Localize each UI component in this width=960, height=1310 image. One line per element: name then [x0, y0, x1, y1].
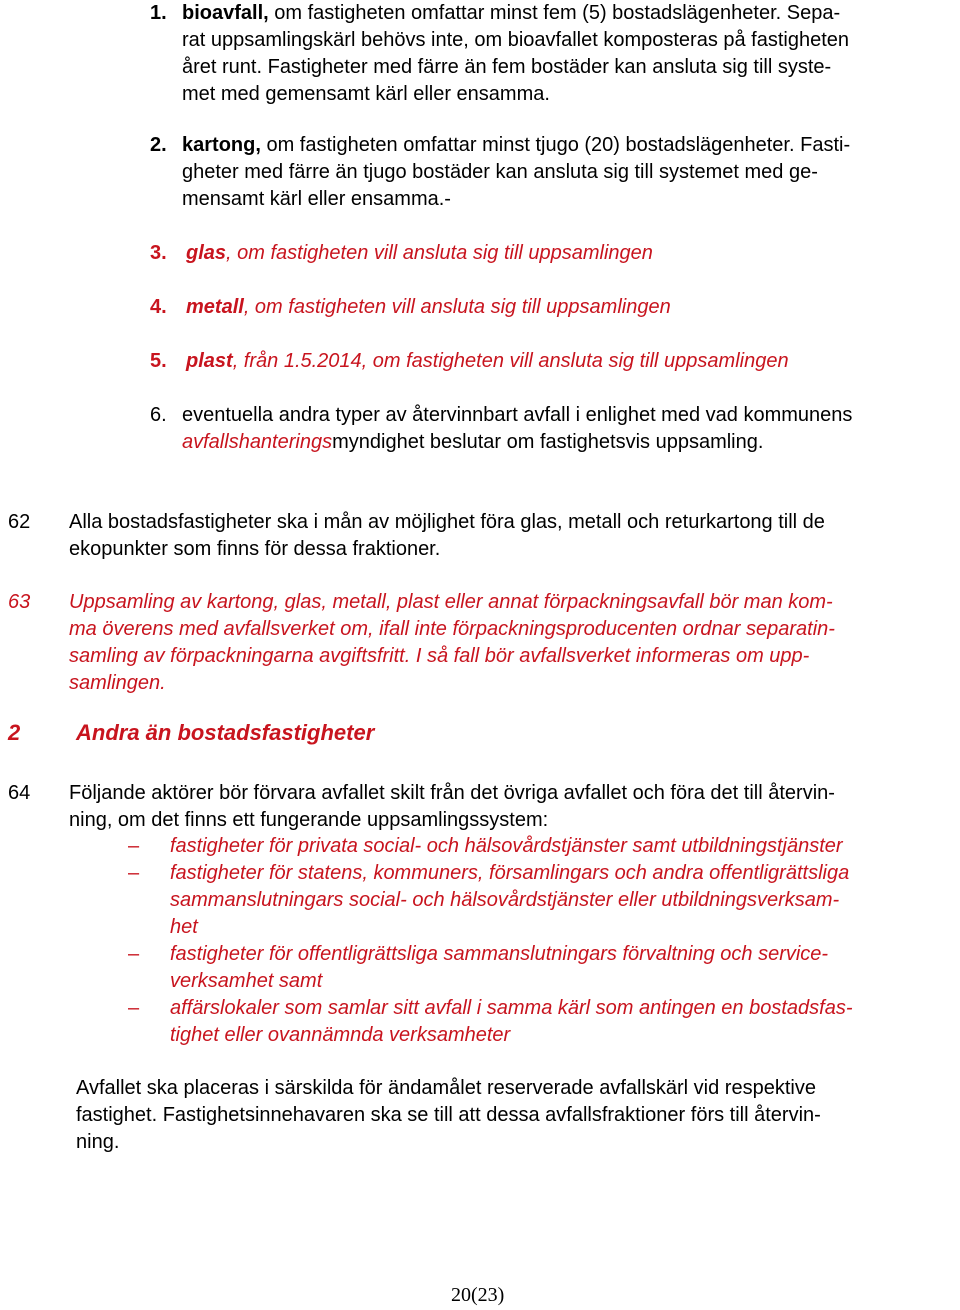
page-number: 20(23) [451, 1284, 505, 1306]
list-number: 6. [150, 404, 167, 426]
list-number: 1. [150, 2, 167, 24]
list-term: kartong, [182, 134, 261, 156]
list-text: myndighet beslutar om fastighetsvis uppsamling. [332, 431, 764, 453]
list-number: 4. [150, 296, 167, 318]
list-text: om fastigheten omfattar minst fem (5) bostadslägenheter. Sepa- [274, 2, 841, 24]
list-text: , från 1.5.2014, om fastigheten vill ansluta sig till uppsamlingen [232, 350, 789, 372]
list-text: året runt. Fastigheter med färre än fem bostäder kan ansluta sig till syste- [182, 56, 832, 78]
list-number: 2. [150, 134, 167, 156]
list-item-other [182, 429, 763, 456]
bullet-text: sammanslutningars social- och hälsovårdstjänster eller utbildningsverksam- [170, 889, 840, 911]
list-text: eventuella andra typer av återvinnbart avfall i enlighet med vad kommunens [182, 404, 853, 426]
bullet-dash: – [128, 835, 140, 857]
list-number: 5. [150, 350, 167, 372]
paragraph-text: Alla bostadsfastigheter ska i mån av möjlighet föra glas, metall och returkartong till de [69, 511, 825, 533]
bullet-dash: – [128, 862, 140, 884]
bullet-text: fastigheter för offentligrättsliga sammanslutningars förvaltning och service- [170, 943, 829, 965]
section-number: 2 [8, 720, 21, 745]
bullet-text: verksamhet samt [170, 970, 323, 992]
bullet-dash: – [128, 997, 140, 1019]
list-item-kartong [182, 132, 850, 159]
bullet-text: fastigheter för privata social- och hälsovårdstjänster samt utbildningstjänster [170, 835, 843, 857]
paragraph-text: samling av förpackningarna avgiftsfritt. I så fall bör avfallsverket informeras om upp- [69, 645, 810, 667]
paragraph-text: ma överens med avfallsverket om, ifall inte förpackningsproducenten ordnar separatin- [69, 618, 835, 640]
bullet-dash: – [128, 943, 140, 965]
bullet-text: affärslokaler som samlar sitt avfall i samma kärl som antingen en bostadsfas- [170, 997, 853, 1019]
list-item-plast [186, 348, 789, 375]
list-text: mensamt kärl eller ensamma.- [182, 188, 451, 210]
paragraph-text: Avfallet ska placeras i särskilda för ändamålet reserverade avfallskärl vid respektive [76, 1077, 816, 1099]
paragraph-text: fastighet. Fastighetsinnehavaren ska se till att dessa avfallsfraktioner förs till återvin- [76, 1104, 821, 1126]
paragraph-text: Uppsamling av kartong, glas, metall, plast eller annat förpackningsavfall bör man kom- [69, 591, 833, 613]
list-term: avfallshanterings [182, 431, 333, 453]
paragraph-number: 64 [8, 782, 31, 804]
paragraph-number: 63 [8, 591, 31, 613]
list-term: bioavfall, [182, 2, 269, 24]
paragraph-text: ekopunkter som finns för dessa fraktioner. [69, 538, 441, 560]
list-term: metall [186, 296, 244, 318]
list-item-metall [186, 294, 671, 321]
paragraph-text: ning. [76, 1131, 120, 1153]
paragraph-text: Följande aktörer bör förvara avfallet skilt från det övriga avfallet och föra det till återvin- [69, 782, 835, 804]
bullet-text: het [170, 916, 198, 938]
list-term: plast [186, 350, 233, 372]
list-text: , om fastigheten vill ansluta sig till uppsamlingen [243, 296, 671, 318]
paragraph-number: 62 [8, 511, 31, 533]
list-item-bioavfall [182, 0, 840, 27]
list-text: met med gemensamt kärl eller ensamma. [182, 83, 550, 105]
paragraph-text: ning, om det finns ett fungerande uppsamlingssystem: [69, 809, 549, 831]
bullet-text: tighet eller ovannämnda verksamheter [170, 1024, 511, 1046]
list-text: rat uppsamlingskärl behövs inte, om bioavfallet komposteras på fastigheten [182, 29, 850, 51]
list-term: glas [186, 242, 227, 264]
list-item-glas [186, 240, 653, 267]
list-text: om fastigheten omfattar minst tjugo (20) bostadslägenheter. Fasti- [266, 134, 851, 156]
list-text: , om fastigheten vill ansluta sig till uppsamlingen [226, 242, 653, 264]
list-text: gheter med färre än tjugo bostäder kan ansluta sig till systemet med ge- [182, 161, 818, 183]
paragraph-text: samlingen. [69, 672, 166, 694]
bullet-text: fastigheter för statens, kommuners, församlingars och andra offentligrättsliga [170, 862, 850, 884]
section-title: Andra än bostadsfastigheter [76, 720, 375, 745]
list-number: 3. [150, 242, 167, 264]
